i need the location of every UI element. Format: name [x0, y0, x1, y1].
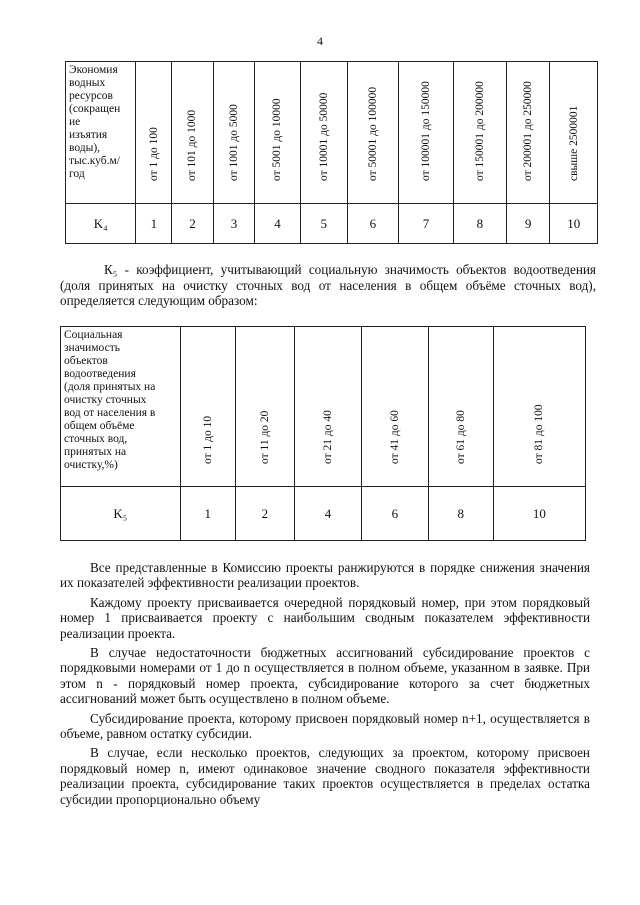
table-k4-col-header [453, 62, 506, 204]
header-line: очистку сточных [64, 394, 147, 406]
table-k5-header-row [61, 327, 586, 487]
table-k5-value: 1 [180, 487, 235, 541]
paragraph: В случае недостаточности бюджетных ассигнований субсидирование проектов с порядковыми номерами от 1 до n осуществляется в полном объеме, указанном в заявке. При этом n - порядковый номер проекта, субсидирование которого за счет бюджетных ассигнований может быть осуществлено в полном объеме. [60, 645, 590, 707]
col-header-text: от 101 до 1000 [186, 109, 199, 181]
table-k4-value: 10 [550, 204, 598, 244]
header-line: объектов [64, 355, 108, 367]
col-header-text: от 1 до 10 [201, 415, 214, 464]
table-k4-value: 1 [136, 204, 172, 244]
table-k4-col-header [213, 62, 255, 204]
header-line: (сокращен [69, 103, 121, 115]
table-k4-col-header [550, 62, 598, 204]
header-line: водных [69, 77, 106, 89]
table-k4-col-header [398, 62, 453, 204]
table-k5-col-header [295, 327, 362, 487]
table-k4-value: 5 [300, 204, 347, 244]
col-header-text: от 81 до 100 [533, 404, 546, 464]
header-line: (доля принятых на [64, 381, 156, 393]
table-k5-col-header [235, 327, 294, 487]
col-header-text: от 150001 до 200000 [473, 81, 486, 181]
table-k4-col-header [172, 62, 214, 204]
table-k5-value: 2 [235, 487, 294, 541]
header-line: Социальная [64, 329, 123, 341]
table-k5 [60, 326, 586, 541]
col-header-text: от 5001 до 10000 [271, 98, 284, 181]
col-header-text: от 1001 до 5000 [228, 104, 240, 181]
col-header-text: от 100001 до 150000 [419, 81, 432, 181]
col-header-text: от 1 до 100 [147, 127, 160, 181]
body-text [60, 560, 590, 811]
table-k4-row-label: K₄ [66, 204, 136, 244]
col-header-text: свыше 2500001 [567, 105, 580, 181]
col-header-text: от 50001 до 100000 [366, 86, 379, 181]
col-header-text: от 200001 до 250000 [522, 81, 535, 181]
paragraph: В случае, если несколько проектов, следующих за проектом, которому присвоен порядковый номер n, имеют одинаковое значение сводного показателя эффективности реализации проекта, субсидирование таких проектов осуществляется в пределах остатка субсидии пропорционально объему [60, 745, 590, 807]
table-k4-header-row [66, 62, 598, 204]
header-line: общем объёме [64, 420, 135, 432]
paragraph: Каждому проекту присваивается очередной порядковый номер, при этом порядковый номер 1 присваивается проекту с наибольшим сводным показателем эффективности реализации проекта. [60, 594, 590, 641]
header-line: принятых на [64, 446, 127, 458]
table-k4-value: 7 [398, 204, 453, 244]
paragraph: Субсидирование проекта, которому присвоен порядковый номер n+1, осуществляется в объеме, равном остатку субсидии. [60, 710, 590, 742]
col-header-text: от 21 до 40 [321, 410, 334, 464]
table-k4-col-header [136, 62, 172, 204]
header-line: очистку,%) [64, 459, 118, 471]
header-line: воды), [69, 142, 101, 154]
col-header-text: от 61 до 80 [454, 410, 467, 464]
table-k4-value: 8 [453, 204, 506, 244]
header-line: год [69, 168, 85, 180]
table-k5-col-header [180, 327, 235, 487]
header-line: вод от населения в [64, 407, 156, 419]
header-line: ие [69, 116, 81, 128]
table-k5-value-row [61, 487, 586, 541]
paragraph: Все представленные в Комиссию проекты ранжируются в порядке снижения значения их показателей эффективности реализации проектов. [60, 560, 590, 591]
table-k5-value: 8 [428, 487, 493, 541]
table-k5-col-header [361, 327, 428, 487]
col-header-text: от 41 до 60 [388, 410, 401, 464]
page-number: 4 [317, 34, 323, 48]
table-k4-value: 3 [213, 204, 255, 244]
table-k5-col-header [428, 327, 493, 487]
table-k4-col-header [300, 62, 347, 204]
header-line: ресурсов [69, 90, 113, 102]
table-k4-value: 2 [172, 204, 214, 244]
table-k4-header-label [66, 62, 136, 204]
header-line: водоотведения [64, 368, 136, 380]
intro-paragraph: К₅ - коэффициент, учитывающий социальную значимость объектов водоотведения (доля принятых на очистку сточных вод от населения в общем объёме сточных вод), определяется следующим образом: [60, 262, 596, 309]
col-header-text: от 10001 до 50000 [317, 92, 330, 181]
table-k4-value: 4 [255, 204, 300, 244]
col-header-text: от 11 до 20 [258, 410, 271, 464]
table-k4-col-header [255, 62, 300, 204]
table-k5-header-label [61, 327, 181, 487]
header-line: Экономия [69, 64, 118, 76]
table-k5-col-header [493, 327, 585, 487]
header-line: сточных вод, [64, 433, 128, 445]
header-line: значимость [64, 342, 120, 354]
table-k4-col-header [506, 62, 549, 204]
table-k4-value: 9 [506, 204, 549, 244]
table-k5-value: 6 [361, 487, 428, 541]
header-line: изъятия [69, 129, 108, 141]
table-k5-value: 10 [493, 487, 585, 541]
table-k5-row-label: K₅ [61, 487, 181, 541]
table-k4-value: 6 [347, 204, 398, 244]
header-line: тыс.куб.м/ [69, 155, 120, 167]
table-k5-value: 4 [295, 487, 362, 541]
table-k4 [65, 61, 598, 244]
table-k4-value-row [66, 204, 598, 244]
table-k4-col-header [347, 62, 398, 204]
